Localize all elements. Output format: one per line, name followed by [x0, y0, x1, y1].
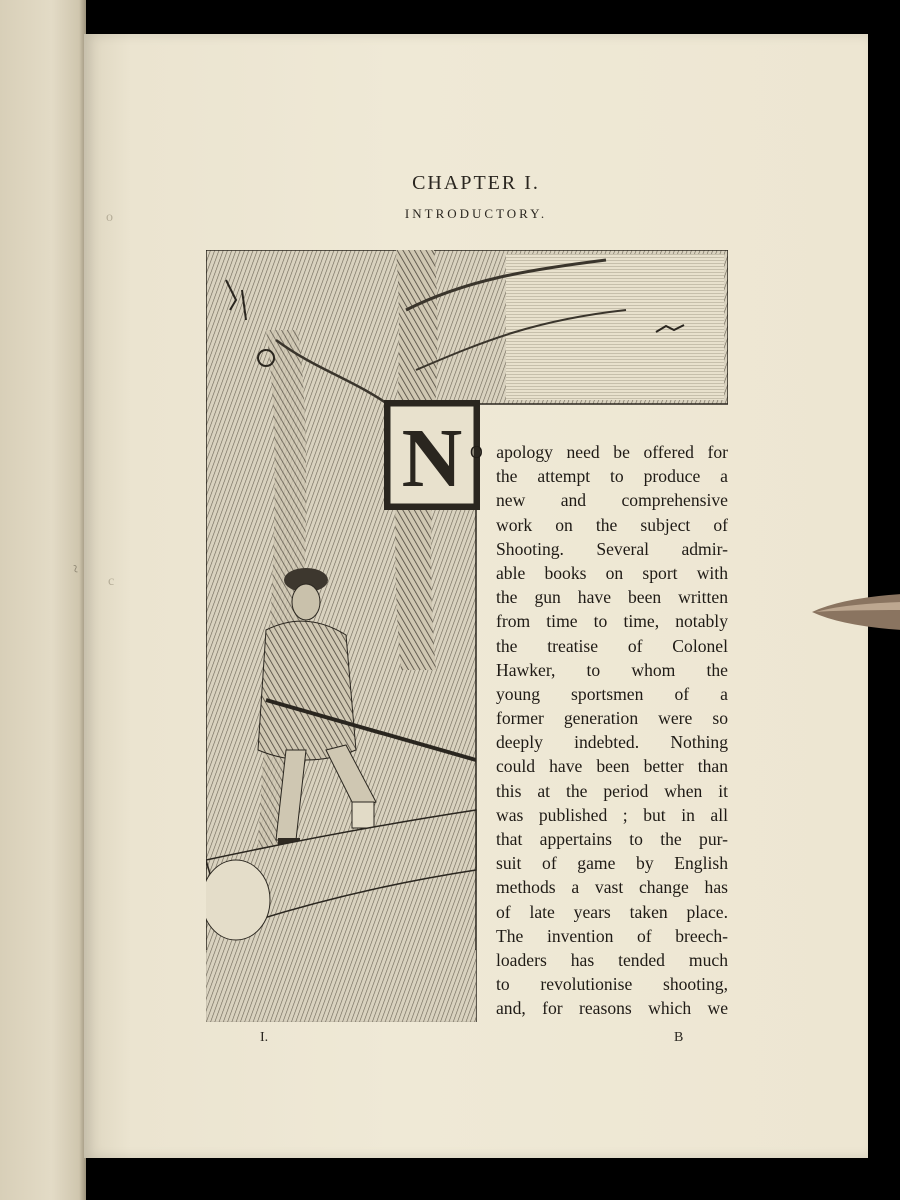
text-line: this at the period when it [496, 780, 728, 801]
signature-mark-left: I. [260, 1030, 269, 1045]
text-line: young sportsmen of a [496, 683, 728, 704]
book-page [84, 34, 868, 1158]
text-line: work on the subject of [496, 514, 728, 535]
previous-page-edge [0, 0, 86, 1200]
chapter-subtitle: INTRODUCTORY. [404, 206, 548, 221]
text-line: could have been better than [496, 756, 728, 777]
text-line: able books on sport with [496, 562, 728, 583]
pencil-mark-b: c [108, 574, 115, 589]
text-line: Shooting. Several admir- [496, 538, 728, 559]
text-line: O apology need be offered for [470, 442, 728, 462]
text-line: former generation were so [496, 708, 728, 729]
text-line: loaders has tended much [496, 949, 728, 970]
text-line: was published ; but in all [496, 804, 728, 825]
text-line: the attempt to produce a [496, 466, 728, 487]
text-line: suit of game by English [496, 853, 728, 874]
text-line: from time to time, notably [496, 611, 728, 632]
text-line: that appertains to the pur- [496, 829, 728, 849]
text-line: Hawker, to whom the [496, 659, 728, 680]
text-line: of late years taken place. [496, 901, 728, 922]
signature-mark-right: B [674, 1030, 684, 1045]
text-line: the gun have been written [496, 587, 728, 608]
text-line: methods a vast change has [496, 877, 728, 898]
text-line: and, for reasons which we [496, 998, 728, 1019]
text-line: to revolutionise shooting, [496, 974, 728, 995]
text-line: new and comprehensive [496, 490, 728, 511]
text-line: deeply indebted. Nothing [496, 732, 728, 753]
pencil-mark: ~ [65, 563, 84, 575]
text-line: The invention of breech- [496, 925, 728, 946]
text-line: the treatise of Colonel [496, 635, 728, 656]
bookmark-pointer [812, 590, 900, 634]
pencil-mark-a: o [106, 210, 113, 225]
chapter-title: CHAPTER I. [412, 172, 540, 194]
drop-cap-letter: N [401, 412, 463, 505]
body-text [470, 440, 728, 1021]
